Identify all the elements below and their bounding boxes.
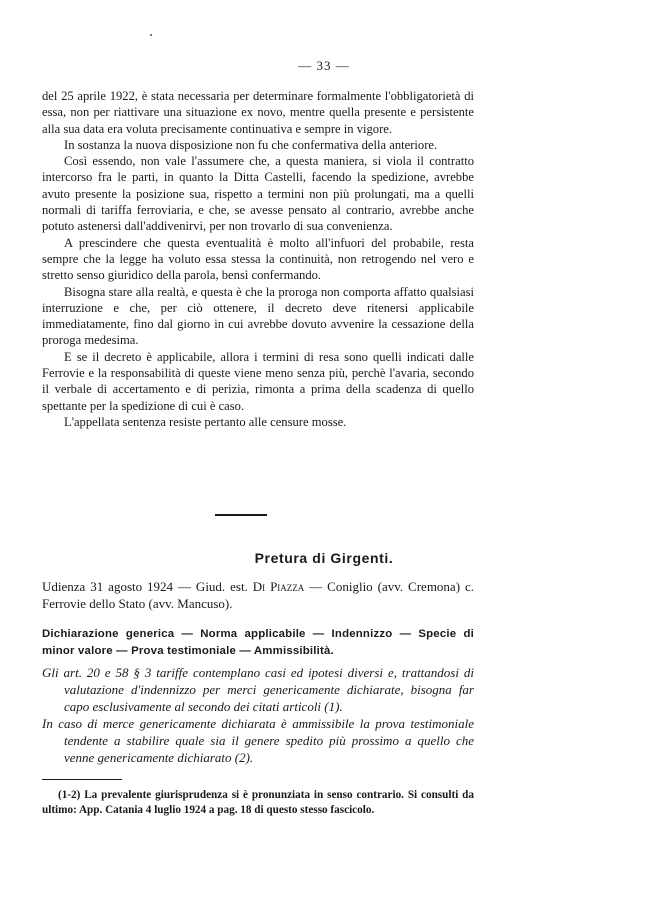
footnote bbox=[42, 788, 474, 818]
paragraph: Bisogna stare alla realtà, e questa è che la proroga non comporta affatto qualsiasi interruzione e che, per ciò ottenere, il decreto deve ritenersi applicabile immediatamente, fino dal giorno in cui avrebbe dovuto avvenire la cessazione della proroga medesima. bbox=[42, 284, 474, 348]
paragraph: E se il decreto è applicabile, allora i termini di resa sono quelli indicati dalle Ferrovie e la responsabilità di queste viene meno senza più, perchè l'avaria, secondo il verbale di accertamento e di perizia, rimonta a prima della scadenza di quello spettante per la spedizione di cui è caso. bbox=[42, 349, 474, 413]
scan-speck bbox=[150, 34, 152, 36]
maxim: In caso di merce genericamente dichiarata è ammissibile la prova testimoniale tendente a stabilire quale sia il genere spedito più prossimo a quello che venne genericamente dichiarato (2). bbox=[42, 716, 474, 765]
paragraph: Così essendo, non vale l'assumere che, a questa maniera, si viola il contratto intercorso fra le parti, in quanto la Ditta Castelli, facendo la spedizione, avrebbe avuto presente la posizione sua, rispetto a termini non più prolungati, ma a quelli normali di tariffa ferroviaria, e che, se avesse pensato al contrario, avrebbe anche potuto astenersi dall'addivenirvi, per non trovarlo di sua convenienza. bbox=[42, 154, 474, 234]
hearing-info bbox=[42, 578, 474, 612]
paragraph: L'appellata sentenza resiste pertanto alle censure mosse. bbox=[64, 414, 347, 429]
paragraph: del 25 aprile 1922, è stata necessaria per determinare formalmente l'obbligatorietà di essa, non per riattivare una situazione ex novo, mentre quella presente e persistente alla sua data era voluta precisamente continuativa e sempre in vigore. bbox=[42, 89, 474, 136]
paragraph: A prescindere che questa eventualità è molto all'infuori del probabile, resta sempre che la legge ha voluto essa stessa la continuità, non retrogendo nel vero e stretto senso giuridico della parola, bensì confermando. bbox=[42, 235, 474, 283]
maxim: Gli art. 20 e 58 § 3 tariffe contemplano casi ed ipotesi diversi e, trattandosi di valutazione d'indennizzo per merci genericamente dichiarate, bisogna far capo esclusivamente al secondo dei citati articoli (1). bbox=[42, 665, 474, 714]
keywords: Dichiarazione generica — Norma applicabile — Indennizzo — Specie di minor valore — Prova testimoniale — Ammissibilità. bbox=[42, 628, 474, 657]
footnote-text: (1-2) La prevalente giurisprudenza si è pronunziata in senso contrario. Si consulti da ultimo: App. Catania 4 luglio 1924 a pag. 18 di questo stesso fascicolo. bbox=[42, 789, 474, 816]
footnote-rule bbox=[42, 779, 122, 780]
judge-name: Di Piazza bbox=[252, 579, 305, 594]
section-divider bbox=[215, 514, 267, 516]
paragraph: In sostanza la nuova disposizione non fu che confermativa della anteriore. bbox=[64, 137, 438, 152]
maxims bbox=[42, 664, 474, 766]
page-number: — 33 — bbox=[298, 58, 350, 73]
hearing-parties: — Coniglio (avv. Cremona) c. Ferrovie dello Stato (avv. Mancuso). bbox=[42, 579, 474, 611]
main-text bbox=[42, 88, 474, 430]
section-title: Pretura di Girgenti. bbox=[254, 550, 394, 566]
hearing-text: Udienza 31 agosto 1924 — Giud. est. bbox=[42, 579, 253, 594]
